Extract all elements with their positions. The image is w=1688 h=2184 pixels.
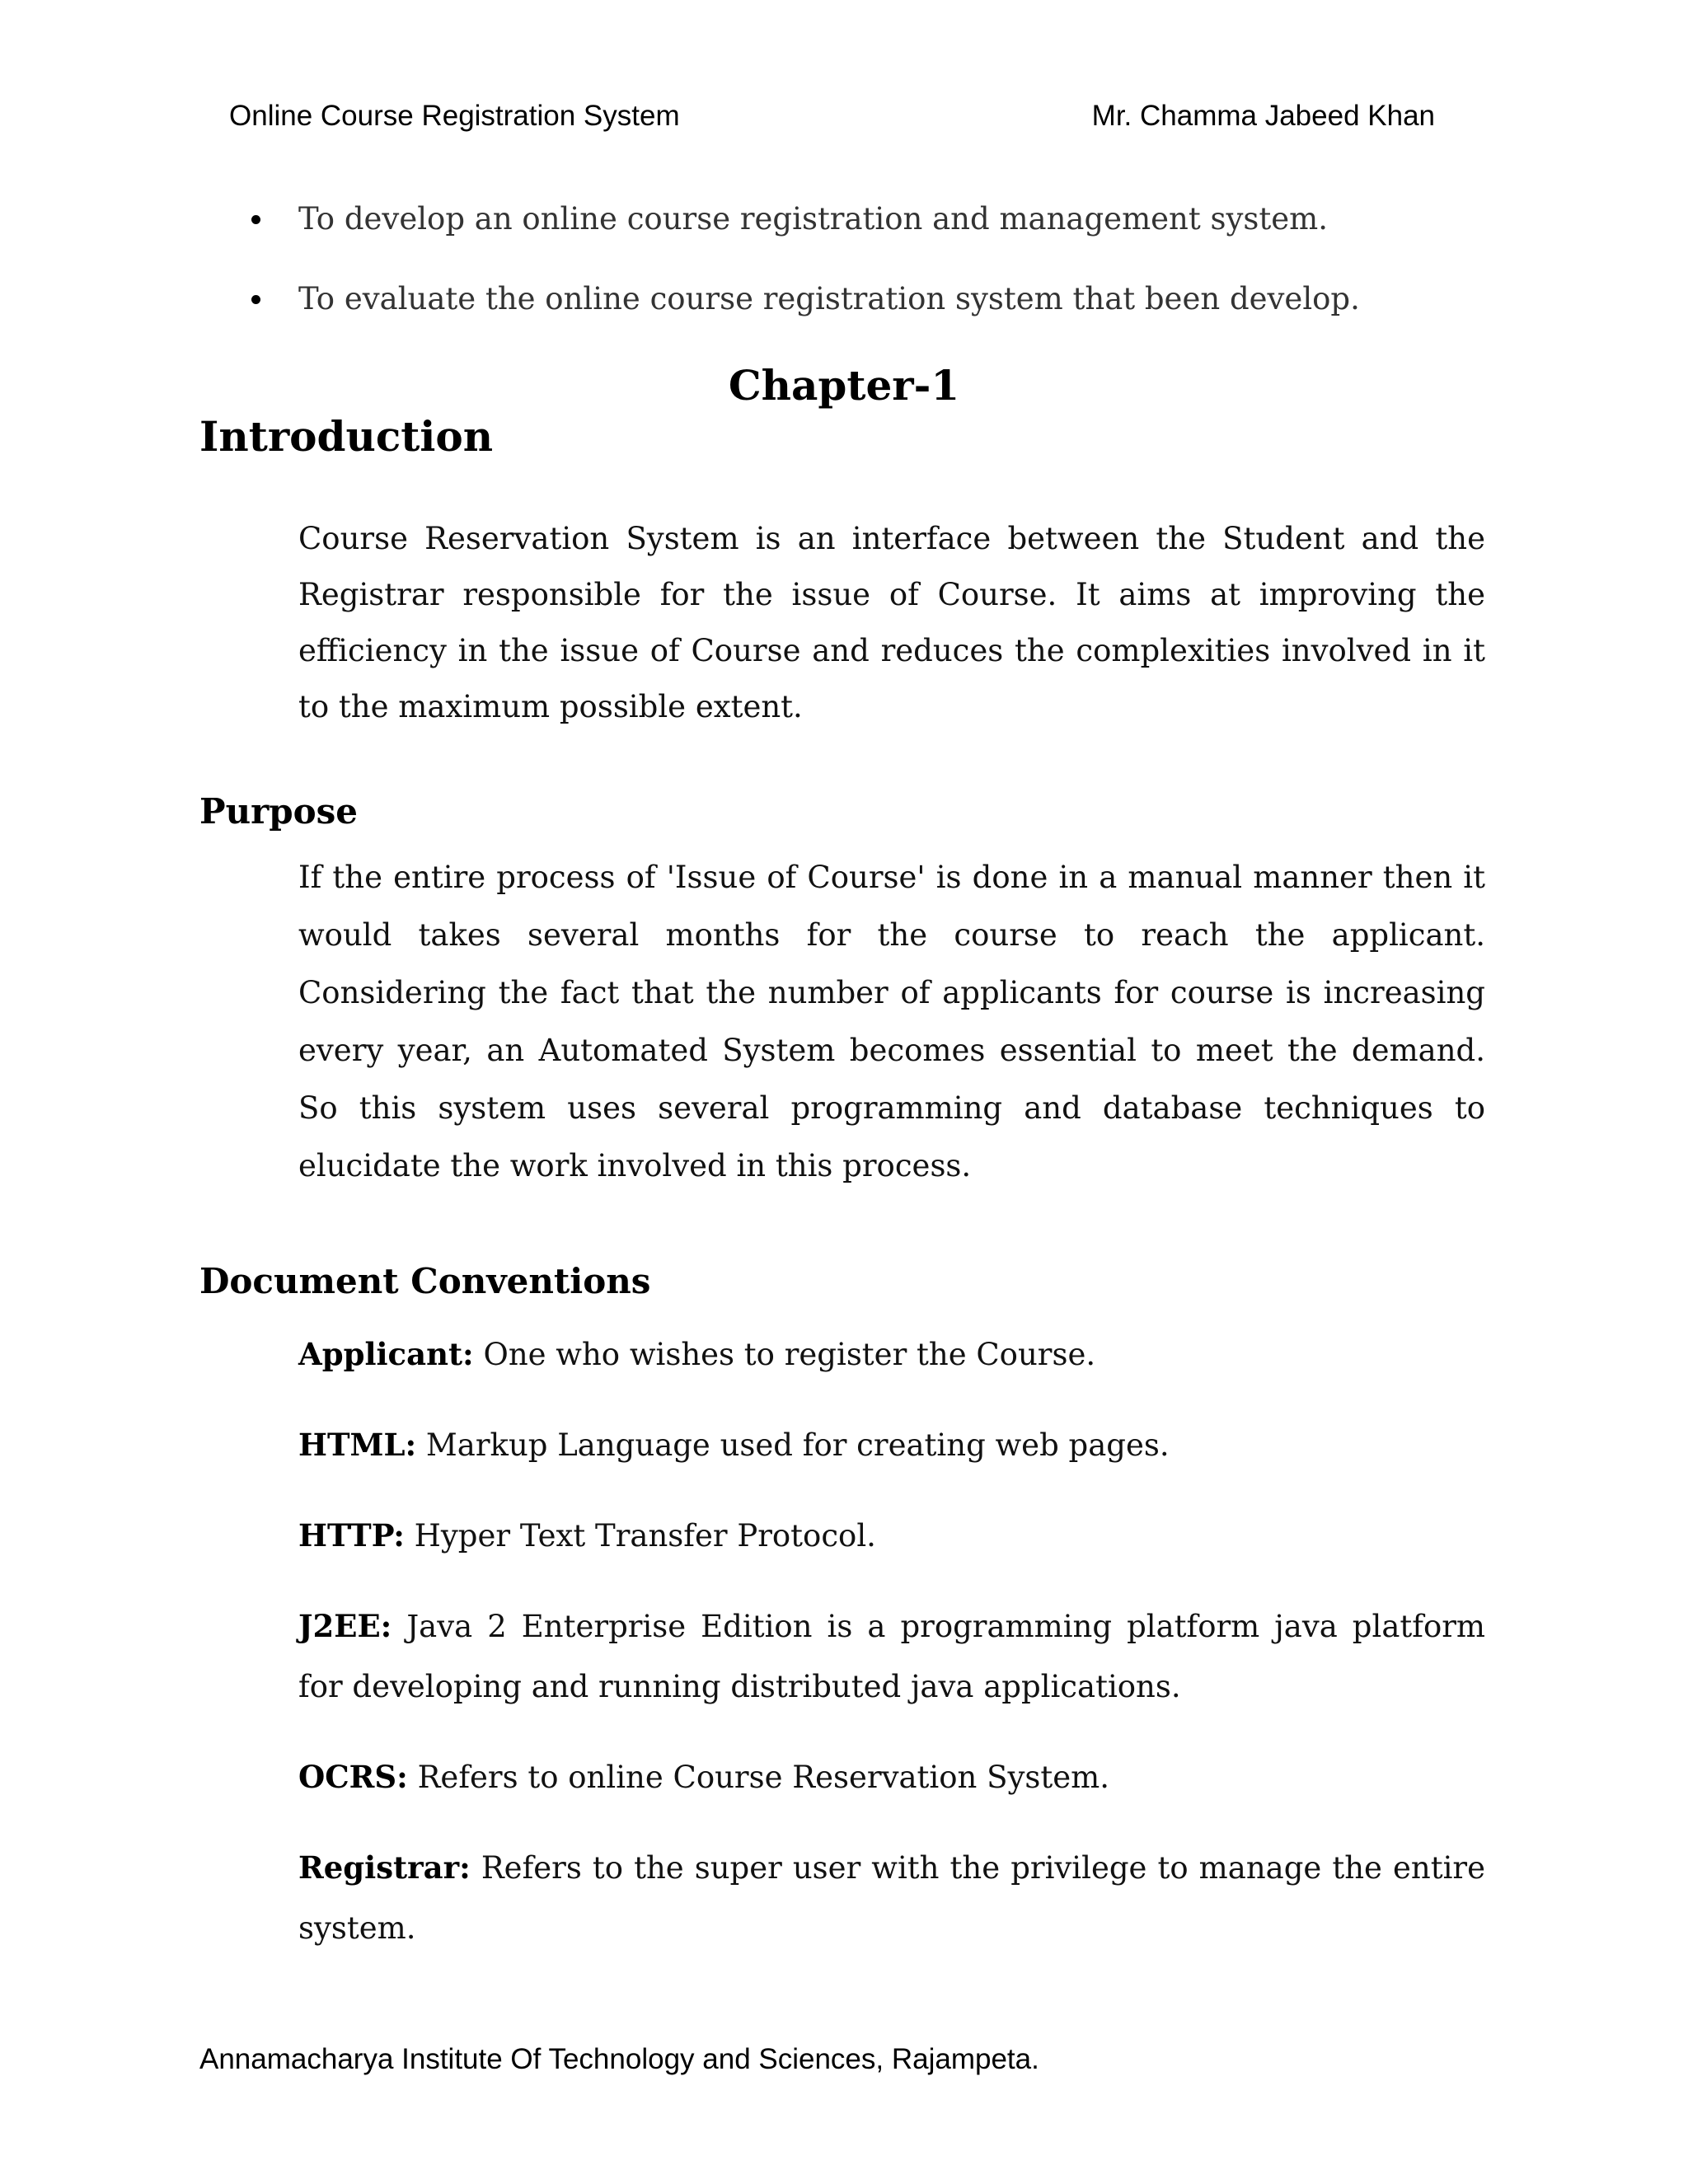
purpose-paragraph: If the entire process of 'Issue of Course' is done in a manual manner then it would takes several months for the course to reach the applicant. Considering the fact that the number of applicants for course is increasing every year, an Automated System becomes essential to meet the demand. So this system uses several programming and database techniques to elucidate the work involved in this process. [298,860,1485,1183]
term-definition: Refers to the super user with the privilege to manage the entire system. [298,1850,1485,1946]
footer-institution: Annamacharya Institute Of Technology and Sciences, Rajampeta. [199,2043,1039,2075]
term-label: J2EE: [298,1608,392,1644]
convention-http [298,1506,1485,1566]
list-item: To develop an online course registration and management system. [247,198,1533,241]
chapter-title: Chapter-1 [728,361,960,410]
objectives-list [247,198,1533,358]
convention-html [298,1415,1485,1475]
term-label: HTTP: [298,1517,405,1554]
term-definition: Hyper Text Transfer Protocol. [404,1518,876,1554]
convention-applicant [298,1324,1485,1385]
convention-registrar [298,1838,1485,1958]
introduction-paragraph: Course Reservation System is an interface between the Student and the Registrar responsible for the issue of Course. It aims at improving the efficiency in the issue of Course and reduces the complexities involved in it to the maximum possible extent. [298,521,1485,724]
term-definition: Markup Language used for creating web pages. [416,1427,1170,1463]
header-title: Online Course Registration System [229,100,680,132]
term-definition: Refers to online Course Reservation System. [407,1760,1109,1795]
introduction-heading: Introduction [199,412,494,461]
term-label: Registrar: [298,1849,471,1886]
convention-j2ee [298,1596,1485,1717]
term-label: OCRS: [298,1759,408,1795]
term-label: Applicant: [298,1336,474,1372]
list-item: To evaluate the online course registration system that been develop. [247,278,1533,321]
header-author: Mr. Chamma Jabeed Khan [1091,100,1435,132]
convention-ocrs [298,1747,1485,1807]
term-label: HTML: [298,1427,417,1463]
purpose-heading: Purpose [199,791,358,832]
term-definition: Java 2 Enterprise Edition is a programming platform java platform for developing and running distributed java applications. [298,1609,1485,1704]
term-definition: One who wishes to register the Course. [473,1337,1096,1372]
conventions-heading: Document Conventions [199,1261,651,1301]
